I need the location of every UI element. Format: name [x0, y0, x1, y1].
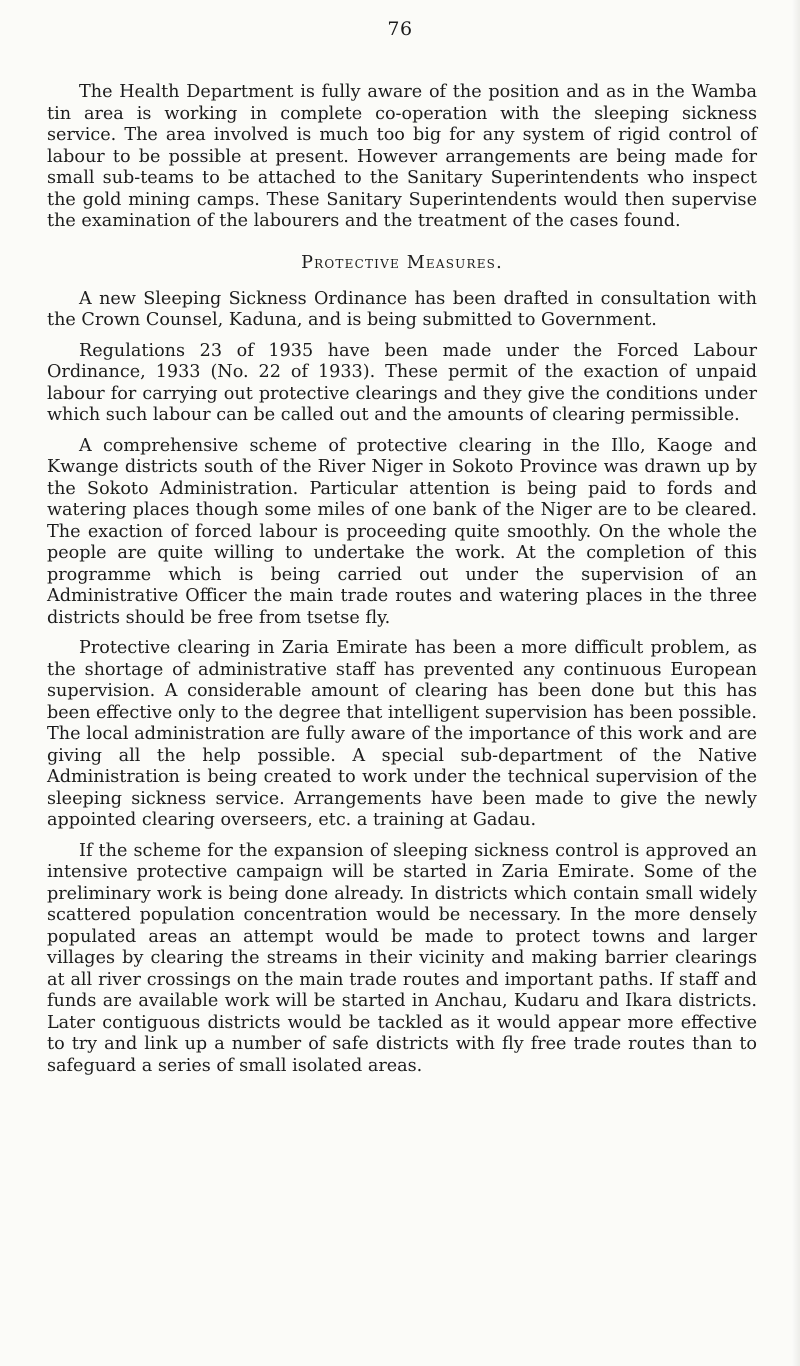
paragraph-health-department: The Health Department is fully aware of the position and as in the Wamba tin area is working in complete co-operation with the sleeping sickness service. The area involved is much too big for any system of rigid control of labour to be possible at present. However arrangements are being made for small sub-teams to be attached to the Sanitary Superintendents who inspect the gold mining camps. These Sanitary Superintendents would then supervise the examination of the labourers and the treatment of the cases found. [47, 82, 757, 231]
paragraph-expansion-scheme: If the scheme for the expansion of sleeping sickness control is approved an intensive protective campaign will be started in Zaria Emirate. Some of the preliminary work is being done already. In districts which contain small widely scattered population concentration would be necessary. In the more densely populated areas an attempt would be made to protect towns and larger villages by clearing the streams in their vicinity and making barrier clearings at all river crossings on the main trade routes and important paths. If staff and funds are available work will be started in Anchau, Kudaru and Ikara districts. Later contiguous districts would be tackled as it would appear more effective to try and link up a number of safe districts with fly free trade routes than to safeguard a series of small isolated areas. [47, 840, 757, 1076]
paragraph-sokoto-scheme: A comprehensive scheme of protective clearing in the Illo, Kaoge and Kwange districts south of the River Niger in Sokoto Province was drawn up by the Sokoto Administration. Particular attention is being paid to fords and watering places though some miles of one bank of the Niger are to be cleared. The exaction of forced labour is proceeding quite smoothly. On the whole the people are quite willing to undertake the work. At the completion of this programme which is being carried out under the supervision of an Administrative Officer the main trade routes and watering places in the three districts should be free from tsetse fly. [47, 435, 757, 628]
body-text [47, 82, 757, 1077]
page-number: 76 [387, 18, 413, 40]
page-edge-shadow [792, 0, 800, 1366]
paragraph-zaria-clearing: Protective clearing in Zaria Emirate has been a more difficult problem, as the shortage of administrative staff has prevented any continuous European supervision. A considerable amount of clearing has been done but this has been effective only to the degree that intelligent supervision has been possible. The local administration are fully aware of the importance of this work and are giving all the help possible. A special sub-department of the Native Administration is being created to work under the technical supervision of the sleeping sickness service. Arrangements have been made to give the newly appointed clearing overseers, etc. a training at Gadau. [47, 638, 757, 830]
section-heading-protective-measures: Protective Measures. [301, 252, 503, 273]
paragraph-ordinance: A new Sleeping Sickness Ordinance has been drafted in consultation with the Crown Counsel, Kaduna, and is being submitted to Government. [47, 288, 757, 330]
paragraph-regulations: Regulations 23 of 1935 have been made under the Forced Labour Ordinance, 1933 (No. 22 of 1933). These permit of the exaction of unpaid labour for carrying out protective clearings and they give the conditions under which such labour can be called out and the amounts of clearing permissible. [47, 340, 757, 425]
